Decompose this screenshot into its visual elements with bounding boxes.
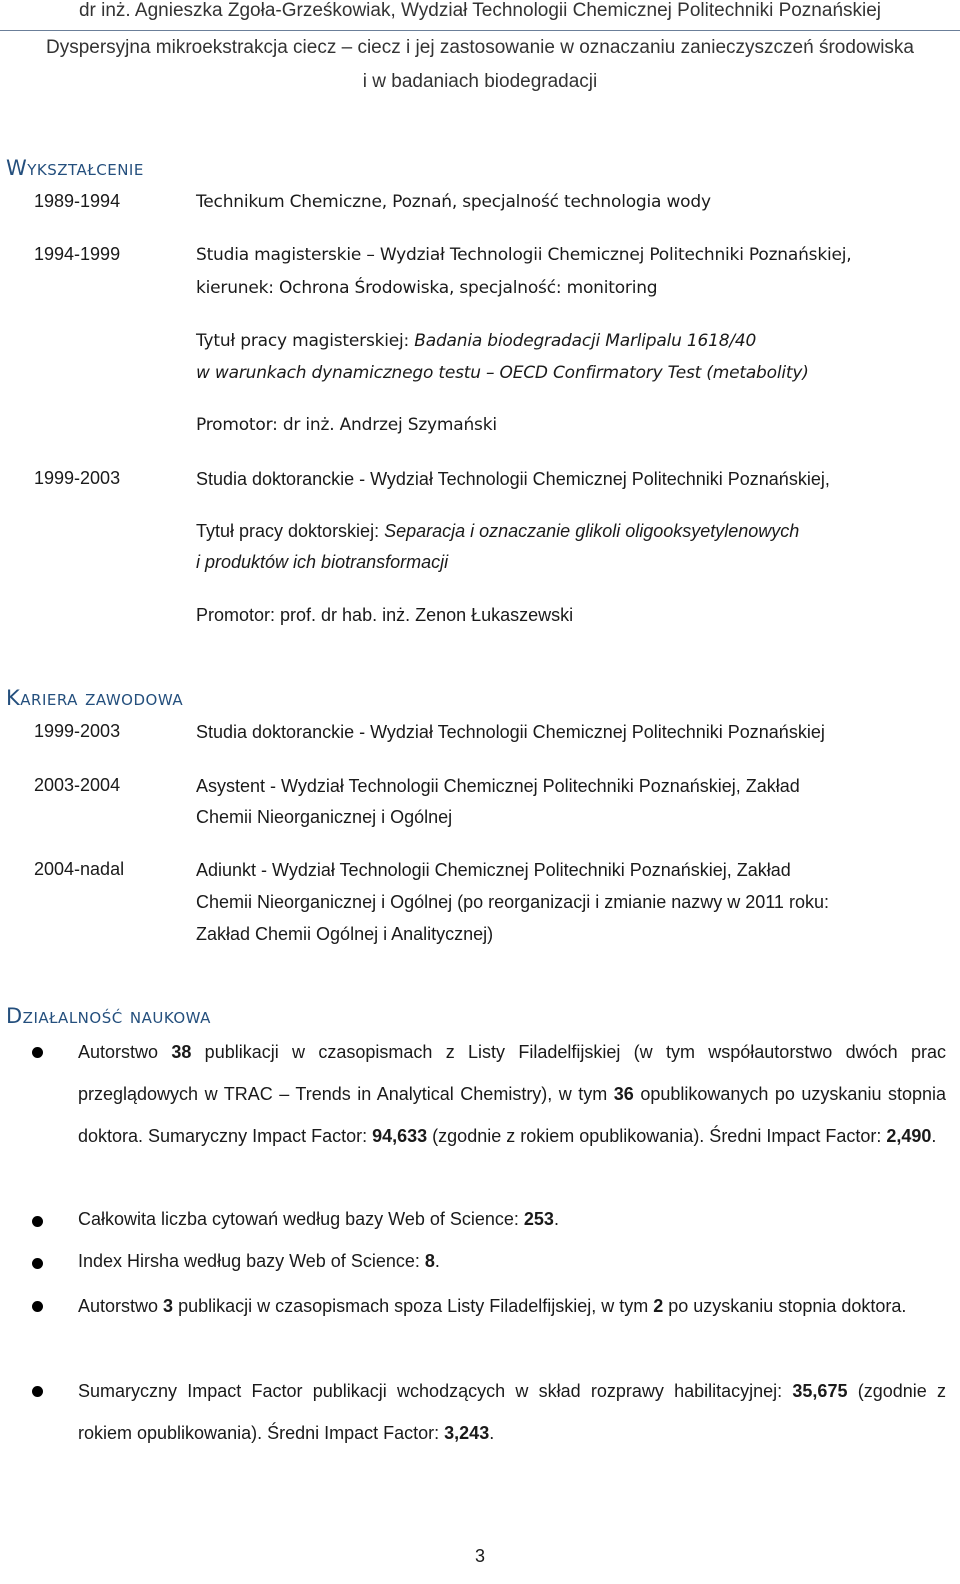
career-3-years: 2004-nadal xyxy=(34,859,125,879)
education-2-line2: kierunek: Ochrona Środowiska, specjalność: monitoring xyxy=(196,278,658,298)
education-1-text: Technikum Chemiczne, Poznań, specjalność technologia wody xyxy=(196,192,711,212)
education-3-line1: Studia doktoranckie - Wydział Technologii Chemicznej Politechniki Poznańskiej, xyxy=(196,469,830,489)
bullet-5 xyxy=(32,1386,43,1397)
thesis-prefix: Tytuł pracy doktorskiej: xyxy=(196,521,385,541)
education-2-thesis-line2: w warunkach dynamicznego testu – OECD Confirmatory Test (metabolity) xyxy=(196,363,809,383)
science-item-citations xyxy=(78,1209,559,1230)
text: . xyxy=(553,1209,559,1229)
header-title-line2: i w badaniach biodegradacji xyxy=(362,71,598,92)
bullet-3 xyxy=(32,1258,43,1269)
text: po uzyskaniu stopnia doktora. xyxy=(663,1296,907,1316)
text: publikacji w czasopismach spoza Listy Filadelfijskiej, w tym xyxy=(173,1296,654,1316)
bullet-2 xyxy=(32,1216,43,1227)
text: . xyxy=(489,1423,495,1443)
text: Index Hirsha według bazy Web of Science: xyxy=(78,1251,425,1271)
total-impact-factor: 94,633 xyxy=(372,1126,428,1146)
career-2-years: 2003-2004 xyxy=(34,775,121,795)
science-item-h-index xyxy=(78,1251,440,1272)
header-title-line1: Dyspersyjna mikroekstrakcja ciecz – ciecz i jej zastosowanie w oznaczaniu zanieczyszczeń środowiska xyxy=(45,37,914,58)
education-3-thesis-line2: i produktów ich biotransformacji xyxy=(196,552,449,572)
education-heading: Wykształcenie xyxy=(6,156,144,180)
science-item-publications xyxy=(78,1031,946,1157)
education-3-promoter: Promotor: prof. dr hab. inż. Zenon Łukaszewski xyxy=(196,605,574,625)
thesis-title: Separacja i oznaczanie glikoli oligooksyetylenowych xyxy=(384,521,800,541)
habilitation-mean-if: 3,243 xyxy=(444,1423,490,1443)
publication-count: 38 xyxy=(171,1042,192,1062)
career-heading: Kariera zawodowa xyxy=(6,686,184,710)
career-3-line2: Chemii Nieorganicznej i Ogólnej (po reorganizacji i zmianie nazwy w 2011 roku: xyxy=(196,892,829,912)
science-heading: Działalność naukowa xyxy=(6,1004,211,1028)
header-author: dr inż. Agnieszka Zgoła-Grześkowiak, Wydział Technologii Chemicznej Politechniki Poznańskiej xyxy=(78,0,882,21)
text: Całkowita liczba cytowań według bazy Web of Science: xyxy=(78,1209,524,1229)
text: Sumaryczny Impact Factor publikacji wchodzących w skład rozprawy habilitacyjnej: xyxy=(78,1381,793,1401)
career-2-line2: Chemii Nieorganicznej i Ogólnej xyxy=(196,807,453,827)
text: Autorstwo xyxy=(78,1042,172,1062)
education-3-years: 1999-2003 xyxy=(34,468,121,488)
career-3-line3: Zakład Chemii Ogólnej i Analitycznej) xyxy=(196,924,494,944)
career-3-line1: Adiunkt - Wydział Technologii Chemicznej Politechniki Poznańskiej, Zakład xyxy=(196,860,791,880)
citation-count: 253 xyxy=(523,1209,554,1229)
education-1-years: 1989-1994 xyxy=(34,191,121,211)
education-3-thesis-line1 xyxy=(196,516,799,548)
education-2-years: 1994-1999 xyxy=(34,244,121,264)
text: opublikowanych po uzyskaniu stopnia doktora. Sumaryczny Impact Factor: xyxy=(78,1084,946,1146)
text: . xyxy=(434,1251,440,1271)
post-doctoral-count: 36 xyxy=(613,1084,634,1104)
text: publikacji w czasopismach z Listy Filadelfijskiej (w tym współautorstwo dwóch prac przeglądowych w TRAC – Trends in Analytical Chemistry), w tym xyxy=(78,1042,946,1104)
thesis-title: Badania biodegradacji Marlipalu 1618/40 xyxy=(414,331,757,351)
habilitation-total-if: 35,675 xyxy=(792,1381,848,1401)
education-2-promoter: Promotor: dr inż. Andrzej Szymański xyxy=(196,415,497,435)
h-index-value: 8 xyxy=(424,1251,435,1271)
science-item-habilitation-if xyxy=(78,1370,946,1454)
education-2-thesis-line1 xyxy=(196,326,756,358)
other-post-doctoral-count: 2 xyxy=(653,1296,664,1316)
header-rule xyxy=(0,30,960,31)
science-item-other-publications xyxy=(78,1285,946,1327)
text: (zgodnie z rokiem opublikowania). Średni Impact Factor: xyxy=(78,1381,946,1443)
career-1-text: Studia doktoranckie - Wydział Technologii Chemicznej Politechniki Poznańskiej xyxy=(196,722,825,742)
bullet-4 xyxy=(32,1301,43,1312)
mean-impact-factor: 2,490 xyxy=(886,1126,932,1146)
bullet-1 xyxy=(32,1047,43,1058)
thesis-prefix: Tytuł pracy magisterskiej: xyxy=(196,331,415,351)
text: . xyxy=(931,1126,937,1146)
education-2-line1: Studia magisterskie – Wydział Technologii Chemicznej Politechniki Poznańskiej, xyxy=(196,245,852,265)
text: (zgodnie z rokiem opublikowania). Średni Impact Factor: xyxy=(427,1126,887,1146)
career-1-years: 1999-2003 xyxy=(34,721,121,741)
page-number: 3 xyxy=(474,1546,485,1566)
other-publication-count: 3 xyxy=(163,1296,174,1316)
text: Autorstwo xyxy=(78,1296,164,1316)
career-2-line1: Asystent - Wydział Technologii Chemicznej Politechniki Poznańskiej, Zakład xyxy=(196,776,800,796)
